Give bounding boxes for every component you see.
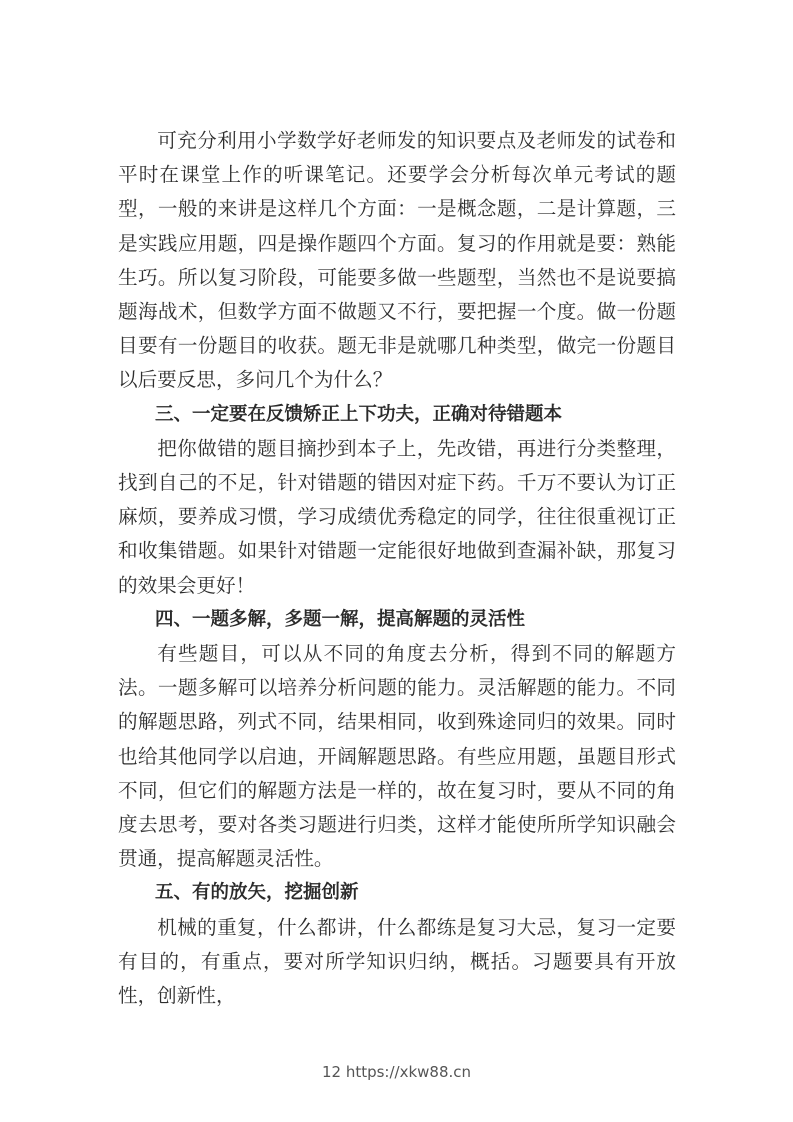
section-heading-four: 四、一题多解，多题一解，提高解题的灵活性: [155, 608, 526, 630]
section-heading-five: 五、有的放矢，挖掘创新: [155, 882, 359, 904]
page-footer: [0, 1063, 793, 1081]
document-page: [118, 124, 676, 1013]
body-paragraph-multiple-solutions: 有些题目，可以从不同的角度去分析，得到不同的解题方法。一题多解可以培养分析问题的能力。灵活解题的能力。不同的解题思路，列式不同，结果相同，收到殊途同归的效果。同时也给其他同学以启迪，开阔解题思路。有些应用题，虽题目形式不同，但它们的解题方法是一样的，故在复习时，要从不同的角度去思考，要对各类习题进行归类，这样才能使所所学知识融会贯通，提高解题灵活性。: [118, 642, 676, 871]
section-heading-three: 三、一定要在反馈矫正上下功夫，正确对待错题本: [155, 403, 563, 425]
body-paragraph-error-notebook: 把你做错的题目摘抄到本子上，先改错，再进行分类整理，找到自己的不足，针对错题的错因对症下药。千万不要认为订正麻烦，要养成习惯，学习成绩优秀稳定的同学，往往很重视订正和收集错题。如果针对错题一定能很好地做到查漏补缺，那复习的效果会更好！: [118, 436, 676, 597]
body-paragraph-targeted-review: 机械的重复，什么都讲，什么都练是复习大忌，复习一定要有目的，有重点，要对所学知识归纳，概括。习题要具有开放性，创新性，: [118, 915, 676, 1008]
body-paragraph-study-materials: 可充分利用小学数学好老师发的知识要点及老师发的试卷和平时在课堂上作的听课笔记。还要学会分析每次单元考试的题型，一般的来讲是这样几个方面：一是概念题，二是计算题，三是实践应用题，四是操作题四个方面。复习的作用就是要：熟能生巧。所以复习阶段，可能要多做一些题型，当然也不是说要搞题海战术，但数学方面不做题又不行，要把握一个度。做一份题目要有一份题目的收获。题无非是就哪几种类型，做完一份题目以后要反思，多问几个为什么？: [118, 129, 676, 392]
footer-text: 12 https://xkw88.cn: [321, 1063, 472, 1081]
